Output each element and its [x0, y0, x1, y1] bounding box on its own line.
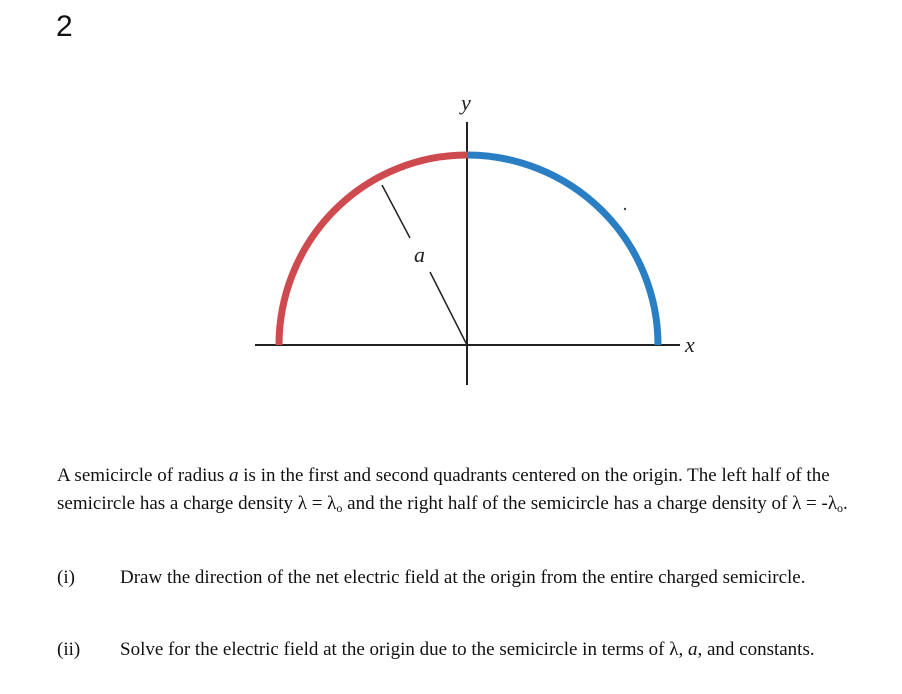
description-part1: A semicircle of radius: [57, 465, 230, 486]
part-i-text: Draw the direction of the net electric field at the origin from the entire charged semicircle.: [120, 567, 806, 588]
part-ii-label: (ii): [57, 639, 81, 660]
y-axis-label: y: [461, 90, 471, 115]
radius-line-upper: [382, 185, 410, 238]
part-ii-text: [120, 636, 820, 664]
part-i-label: (i): [57, 567, 75, 588]
small-dot: [624, 208, 626, 210]
part-ii-variable: a: [687, 639, 698, 660]
x-axis-label: x: [685, 332, 695, 357]
left-half-arc: [279, 155, 467, 345]
radius-line-lower: [430, 272, 467, 345]
problem-description: [57, 462, 877, 522]
description-part2: is in the first and second quadrants centered on the origin. The left half of the semicircle has a charge density λ = λ: [57, 465, 830, 514]
description-part3: and the right half of the semicircle has a charge density of λ = -λ: [342, 493, 838, 514]
right-half-arc: [467, 155, 658, 345]
part-ii-text-before: Solve for the electric field at the origin due to the semicircle in terms of λ,: [120, 639, 688, 660]
radius-label: a: [414, 242, 425, 267]
problem-number: 2: [56, 10, 73, 43]
description-part4: .: [843, 493, 848, 514]
part-ii-text-after: , and constants.: [697, 639, 815, 660]
lambda-subscript-1: o: [336, 501, 343, 515]
radius-variable: a: [229, 465, 239, 486]
lambda-subscript-2: o: [837, 501, 844, 515]
